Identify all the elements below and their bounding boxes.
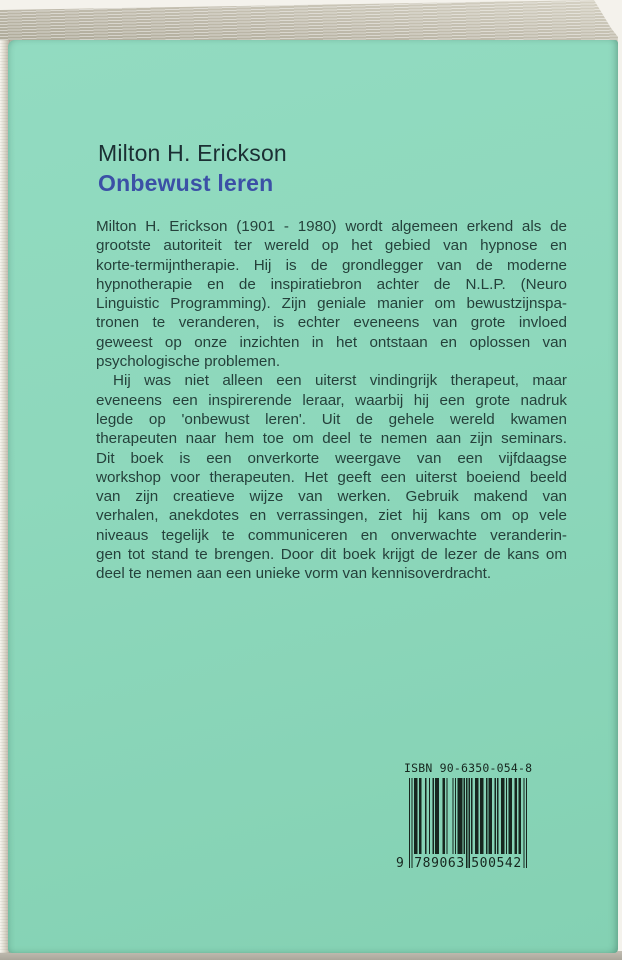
barcode-digits-left-group: 789063 [414,856,465,871]
book-title: Onbewust leren [98,170,274,196]
author-name: Milton H. Erickson [98,140,287,166]
blurb-line: eveneens een inspirerende leraar, waarbij hij een grote nadruk [96,391,567,409]
blurb-line: Hij was niet alleen een uiterst vindingrijk therapeut, maar [113,372,567,390]
blurb-line: legde op 'onbewust leren'. Uit de gehele wereld kwamen [96,410,567,428]
blurb-line: grootste autoriteit ter wereld op het gebied van hypnose en [96,237,567,255]
blurb-line: korte-termijntherapie. Hij is de grondlegger van de moderne [96,256,567,274]
blurb-line: Milton H. Erickson (1901 - 1980) wordt algemeen erkend als de [96,218,567,235]
blurb-line: hypnotherapie en de inspiratiebron achter de N.L.P. (Neuro [96,275,567,293]
blurb-line: therapeuten naar hem toe om deel te nemen aan zijn seminars. [96,430,567,448]
blurb-line: deel te nemen aan een unieke vorm van kennisoverdracht. [96,565,492,583]
isbn-area [396,759,533,876]
blurb-line: verhalen, anekdotes en verrassingen, ziet hij kans om op vele [96,507,567,525]
blurb-line: tronen te veranderen, is echter eveneens van grote invloed [96,314,567,332]
blurb-line: van zijn creatieve wijze van werken. Gebruik makend van [96,488,567,506]
blurb-line: geweest op onze inzichten in het ontstaan en oplossen van [96,333,567,351]
blurb-line: niveaus tegelijk te communiceren en onverwachte veranderin- [96,526,567,544]
blurb-line: Dit boek is een onverkorte weergave van een vijfdaagse [96,449,567,467]
isbn-label: ISBN 90-6350-054-8 [404,761,533,775]
blurb-line: Linguistic Programming). Zijn geniale manier om bewustzijnspa- [96,295,567,313]
barcode-check-digit: 9 [396,856,404,871]
blurb-line: psychologische problemen. [96,353,281,371]
blurb-line: gen tot stand te brengen. Door dit boek krijgt de lezer de kans om [96,546,567,564]
back-cover [8,40,618,953]
barcode-bars-icon [409,778,527,868]
blurb-line: workshop voor therapeuten. Het geeft een uiterst boeiend beeld [96,468,567,486]
barcode-digits-right-group: 500542 [471,856,522,871]
blurb [96,217,567,584]
barcode [396,778,527,876]
